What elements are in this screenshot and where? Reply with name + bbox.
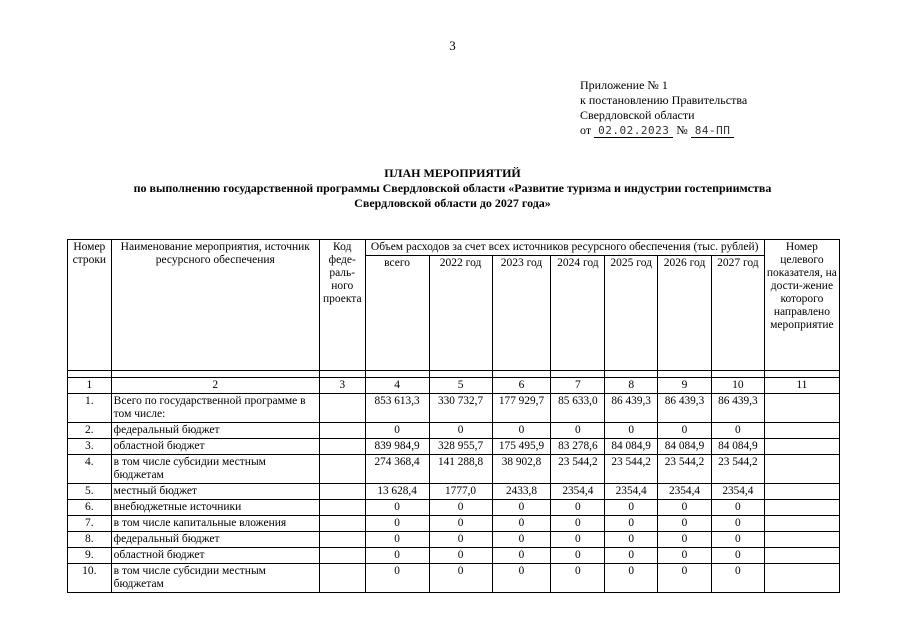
decree-number: 84-ПП (691, 124, 735, 138)
number-prefix: № (676, 123, 688, 137)
project-code-cell (319, 516, 365, 532)
value-cell: 328 955,7 (429, 439, 492, 455)
value-cell: 141 288,8 (429, 455, 492, 484)
value-cell: 0 (492, 532, 551, 548)
value-cell: 0 (551, 564, 605, 593)
value-cell: 0 (429, 516, 492, 532)
project-code-cell (319, 455, 365, 484)
plan-table (67, 239, 840, 593)
project-code-cell (319, 500, 365, 516)
target-indicator-cell (764, 516, 839, 532)
target-indicator-cell (764, 394, 839, 423)
row-number-cell: 3. (68, 439, 112, 455)
value-cell: 175 495,9 (492, 439, 551, 455)
target-indicator-cell (764, 548, 839, 564)
header-row-number: Номер строки (68, 240, 112, 371)
target-indicator-cell (764, 439, 839, 455)
column-number: 8 (605, 378, 658, 394)
header-name: Наименование мероприятия, источник ресурсного обеспечения (111, 240, 319, 371)
value-cell: 0 (365, 423, 429, 439)
header-2024: 2024 год (551, 256, 605, 371)
title-line1: ПЛАН МЕРОПРИЯТИЙ (384, 166, 521, 180)
value-cell: 0 (605, 516, 658, 532)
date-prefix: от (580, 123, 592, 137)
value-cell: 0 (711, 423, 764, 439)
value-cell: 0 (658, 516, 712, 532)
value-cell: 0 (711, 564, 764, 593)
value-cell: 0 (492, 500, 551, 516)
row-name-cell: местный бюджет (111, 484, 319, 500)
value-cell: 0 (365, 548, 429, 564)
value-cell: 86 439,3 (711, 394, 764, 423)
value-cell: 0 (365, 516, 429, 532)
column-number: 6 (492, 378, 551, 394)
value-cell: 85 633,0 (551, 394, 605, 423)
target-indicator-cell (764, 455, 839, 484)
project-code-cell (319, 548, 365, 564)
row-number-cell: 10. (68, 564, 112, 593)
header-2027: 2027 год (711, 256, 764, 371)
value-cell: 0 (658, 564, 712, 593)
project-code-cell (319, 564, 365, 593)
value-cell: 23 544,2 (551, 455, 605, 484)
row-number-cell: 5. (68, 484, 112, 500)
row-name-cell: областной бюджет (111, 548, 319, 564)
decree-date: 02.02.2023 (594, 124, 673, 138)
value-cell: 0 (365, 564, 429, 593)
value-cell: 0 (365, 500, 429, 516)
value-cell: 0 (711, 548, 764, 564)
column-number: 3 (319, 378, 365, 394)
value-cell: 0 (551, 423, 605, 439)
value-cell: 0 (551, 516, 605, 532)
project-code-cell (319, 484, 365, 500)
row-name-cell: в том числе субсидии местным бюджетам (111, 455, 319, 484)
value-cell: 0 (711, 500, 764, 516)
project-code-cell (319, 439, 365, 455)
table-row (68, 564, 840, 593)
value-cell: 0 (658, 500, 712, 516)
value-cell: 84 084,9 (605, 439, 658, 455)
value-cell: 0 (658, 423, 712, 439)
value-cell: 0 (429, 548, 492, 564)
row-number-cell: 6. (68, 500, 112, 516)
value-cell: 839 984,9 (365, 439, 429, 455)
table-row (68, 423, 840, 439)
target-indicator-cell (764, 423, 839, 439)
project-code-cell (319, 532, 365, 548)
target-indicator-cell (764, 532, 839, 548)
value-cell: 0 (492, 548, 551, 564)
column-number: 10 (711, 378, 764, 394)
table-row (68, 500, 840, 516)
row-name-cell: областной бюджет (111, 439, 319, 455)
table-row (68, 455, 840, 484)
target-indicator-cell (764, 500, 839, 516)
value-cell: 0 (429, 500, 492, 516)
value-cell: 0 (605, 532, 658, 548)
value-cell: 0 (492, 516, 551, 532)
value-cell: 2354,4 (658, 484, 712, 500)
header-2025: 2025 год (605, 256, 658, 371)
column-number: 5 (429, 378, 492, 394)
table-row (68, 516, 840, 532)
value-cell: 2354,4 (711, 484, 764, 500)
value-cell: 0 (605, 500, 658, 516)
header-target: Номер целевого показателя, на дости-жение которого направлено мероприятие (764, 240, 839, 371)
value-cell: 0 (429, 423, 492, 439)
value-cell: 83 278,6 (551, 439, 605, 455)
project-code-cell (319, 394, 365, 423)
document-title (0, 166, 905, 211)
value-cell: 0 (605, 564, 658, 593)
value-cell: 23 544,2 (658, 455, 712, 484)
table-row (68, 548, 840, 564)
value-cell: 38 902,8 (492, 455, 551, 484)
value-cell: 13 628,4 (365, 484, 429, 500)
title-line3: Свердловской области до 2027 года» (354, 196, 551, 210)
page-number: 3 (449, 38, 456, 53)
value-cell: 0 (551, 532, 605, 548)
value-cell: 0 (365, 532, 429, 548)
value-cell: 853 613,3 (365, 394, 429, 423)
table-row (68, 484, 840, 500)
table-row (68, 394, 840, 423)
row-name-cell: Всего по государственной программе в том числе: (111, 394, 319, 423)
table-body (68, 394, 840, 593)
value-cell: 23 544,2 (605, 455, 658, 484)
row-number-cell: 2. (68, 423, 112, 439)
row-name-cell: федеральный бюджет (111, 423, 319, 439)
row-name-cell: федеральный бюджет (111, 532, 319, 548)
value-cell: 86 439,3 (658, 394, 712, 423)
header-separator (68, 371, 840, 378)
value-cell: 0 (429, 532, 492, 548)
value-cell: 0 (658, 532, 712, 548)
value-cell: 86 439,3 (605, 394, 658, 423)
appendix-date-line (580, 123, 747, 138)
value-cell: 2354,4 (551, 484, 605, 500)
column-number-row (68, 378, 840, 394)
value-cell: 274 368,4 (365, 455, 429, 484)
header-volume: Объем расходов за счет всех источников ресурсного обеспечения (тыс. рублей) (365, 240, 764, 256)
value-cell: 0 (711, 516, 764, 532)
target-indicator-cell (764, 484, 839, 500)
value-cell: 177 929,7 (492, 394, 551, 423)
appendix-block (580, 78, 747, 138)
value-cell: 84 084,9 (658, 439, 712, 455)
header-code: Код феде-раль-ного проекта (319, 240, 365, 371)
column-number: 1 (68, 378, 112, 394)
appendix-line3: Свердловской области (580, 108, 695, 122)
value-cell: 0 (429, 564, 492, 593)
value-cell: 1777,0 (429, 484, 492, 500)
row-name-cell: в том числе субсидии местным бюджетам (111, 564, 319, 593)
header-2026: 2026 год (658, 256, 712, 371)
table-row (68, 439, 840, 455)
title-line2: по выполнению государственной программы Свердловской области «Развитие туризма и индустрии гостеприимства (133, 181, 772, 195)
project-code-cell (319, 423, 365, 439)
row-name-cell: внебюджетные источники (111, 500, 319, 516)
value-cell: 23 544,2 (711, 455, 764, 484)
column-number: 9 (658, 378, 712, 394)
row-name-cell: в том числе капитальные вложения (111, 516, 319, 532)
target-indicator-cell (764, 564, 839, 593)
header-total: всего (365, 256, 429, 371)
value-cell: 0 (551, 500, 605, 516)
column-number: 7 (551, 378, 605, 394)
value-cell: 2433,8 (492, 484, 551, 500)
column-number: 11 (764, 378, 839, 394)
value-cell: 0 (658, 548, 712, 564)
row-number-cell: 8. (68, 532, 112, 548)
column-number: 4 (365, 378, 429, 394)
row-number-cell: 7. (68, 516, 112, 532)
row-number-cell: 4. (68, 455, 112, 484)
appendix-line2: к постановлению Правительства (580, 93, 748, 107)
value-cell: 0 (711, 532, 764, 548)
value-cell: 0 (492, 564, 551, 593)
value-cell: 84 084,9 (711, 439, 764, 455)
appendix-line1: Приложение № 1 (580, 78, 668, 92)
value-cell: 2354,4 (605, 484, 658, 500)
value-cell: 0 (492, 423, 551, 439)
header-2023: 2023 год (492, 256, 551, 371)
value-cell: 0 (605, 548, 658, 564)
table-row (68, 532, 840, 548)
value-cell: 0 (605, 423, 658, 439)
row-number-cell: 9. (68, 548, 112, 564)
header-2022: 2022 год (429, 256, 492, 371)
value-cell: 0 (551, 548, 605, 564)
column-number: 2 (111, 378, 319, 394)
value-cell: 330 732,7 (429, 394, 492, 423)
row-number-cell: 1. (68, 394, 112, 423)
